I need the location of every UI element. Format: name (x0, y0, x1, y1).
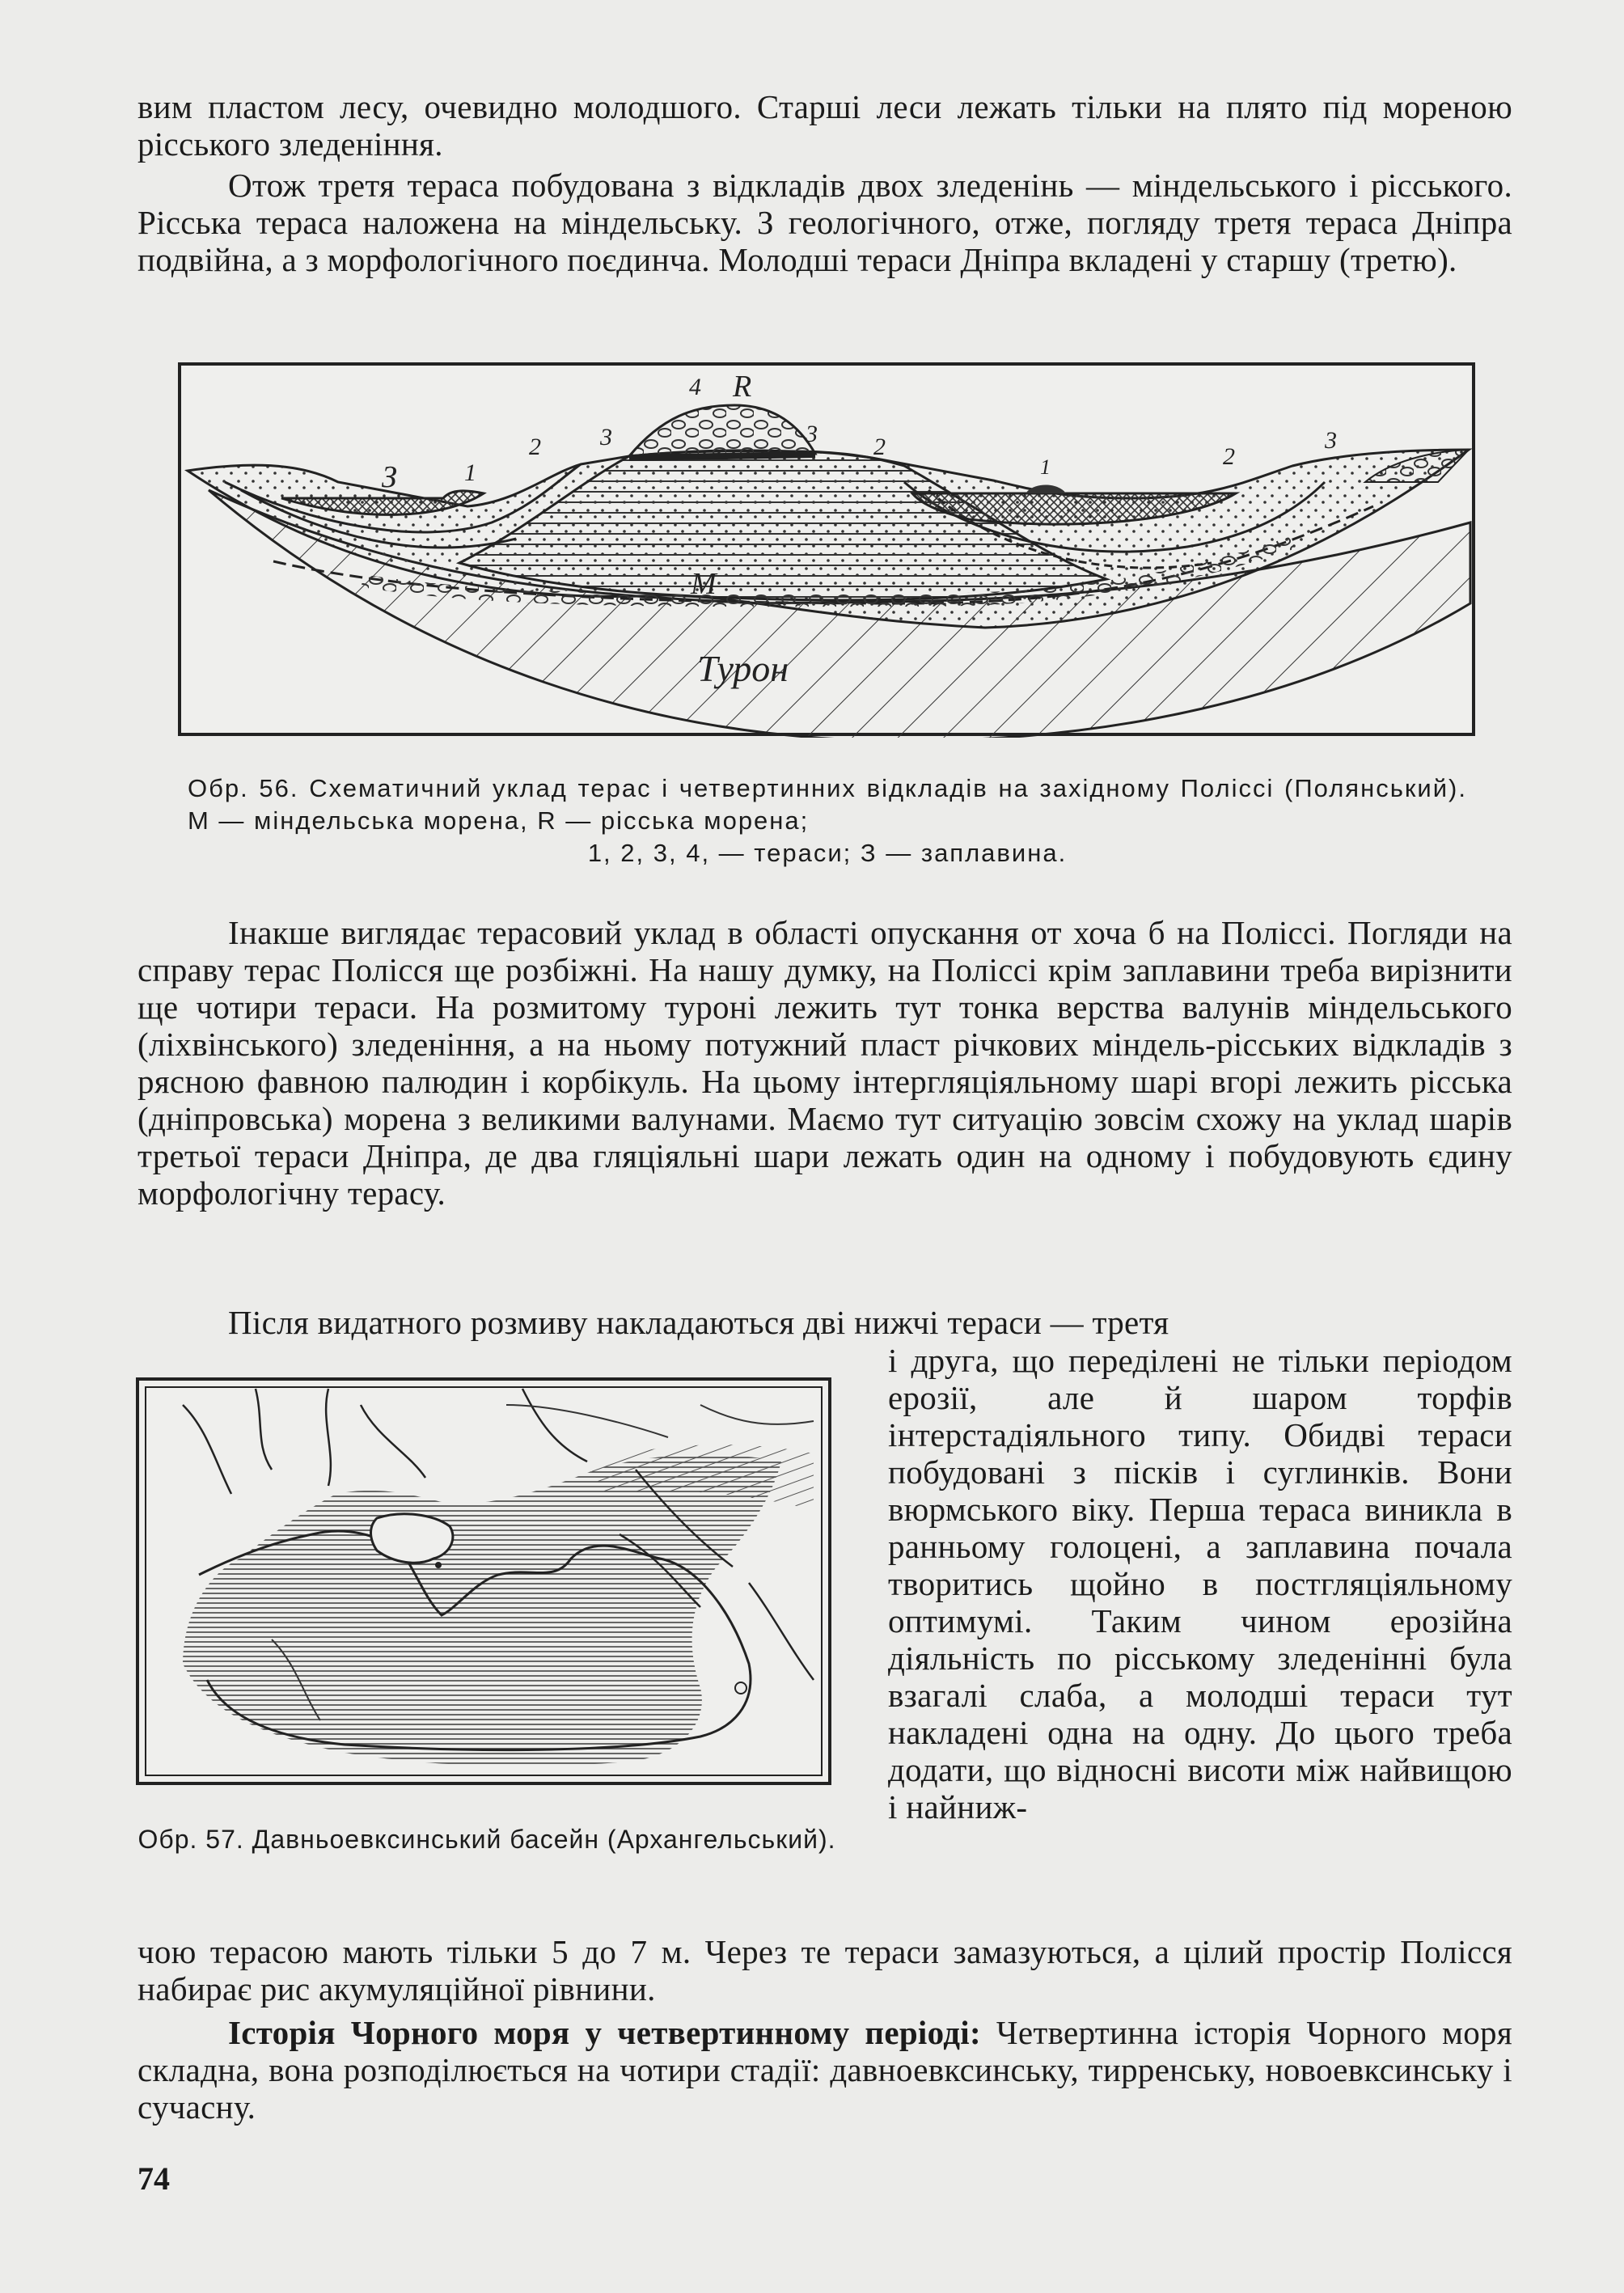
crimea-peninsula (371, 1514, 453, 1563)
label-Z: З (382, 460, 397, 494)
paragraph-1: вим пластом лесу, очевидно молодшого. Старші леси лежать тільки на плято під мореною рісського зледеніння. (137, 88, 1512, 163)
paragraph-2: Отож третя тераса побудована з відкладів двох зледенінь — міндельського і рісського. Рісська тераса наложена на міндельську. З геологічного, отже, погляду третя тераса Дніпра подвійна, а з морфологічного поєдинча. Молодші тераси Дніпра вкладені у старшу (третю). (137, 167, 1512, 278)
figure-57-caption: Обр. 57. Давньоевксинський басейн (Архангельський). (137, 1825, 836, 1854)
label-R: R (733, 370, 752, 404)
paragraph-3: Інакше виглядає терасовий уклад в області опускання от хоча б на Поліссі. Погляди на справу терас Полісся ще розбіжні. На нашу думку, на Поліссі крім заплавини треба вирізнити ще чотири тераси. На розмитому туроні лежить тут тонка верства валунів міндельського (ліхвінського) зледеніння, а на ньому потужний пласт річкових міндель-рісських відкладів з рясною фавною палюдин і корбікуль. На цьому інтергляціяльному шарі вгорі лежить рісська (дніпровська) морена з великими валунами. Маємо тут ситуацію зовсім схожу на уклад шарів третьої тераси Дніпра, де два гляціяльні шари лежать один на одному і побудовують єдину морфологічну терасу. (137, 914, 1512, 1212)
paragraph-4-lead: Після видатного розмиву накладаються дві нижчі тераси — третя (228, 1304, 1169, 1341)
figure-56-caption (188, 772, 1467, 869)
figure-57-map (134, 1373, 833, 1790)
label-2-mid: 2 (873, 434, 886, 460)
label-1-mid: 1 (1040, 455, 1051, 479)
paragraph-4-wrap: і друга, що переділені не тільки періодом ерозії, але й шаром торфів інтерстадіяльного типу. Обидві тераси побудовані з пісків і суглинків. Вони вюрмського віку. Перша тераса виникла в ранньому голоцені, а заплавина почала творитись щойно в постгляціяльному оптимумі. Таким чином ерозійна діяльність по рісському зледенінні була взагалі слаба, а молодші тераси тут накладені одна на одну. До цього треба додати, що відносні висоти між найвищою і найниж- (888, 1342, 1512, 1826)
label-3-left: 3 (600, 424, 612, 451)
black-sea-history-text: Четвертинна історія Чорного моря складна, вона розподілюється на чотири стадії: давноевксинську, тирренську, новоевксинську і сучасну. (137, 2014, 1513, 2126)
label-3-right: 3 (1325, 427, 1337, 454)
label-1-left: 1 (464, 459, 476, 486)
label-4: 4 (689, 374, 701, 400)
page-number: 74 (137, 2160, 170, 2197)
figure-56-terrace-section (176, 361, 1477, 738)
label-2-right: 2 (1223, 443, 1235, 470)
terrace-section-drawing (176, 361, 1477, 738)
label-2-left: 2 (529, 434, 541, 460)
figure-56-caption-main: Обр. 56. Схематичний уклад терас і четвертинних відкладів на західному Поліссі (Полянський). М — міндельська морена, R — рісська морена; (188, 774, 1467, 835)
figure-56-caption-last: 1, 2, 3, 4, — тераси; З — заплавина. (587, 839, 1068, 867)
paragraph-5 (137, 2014, 1512, 2126)
paragraph-4-tail: чою терасою мають тільки 5 до 7 м. Через те тераси замазуються, а цілий простір Полісся набирає рис акумуляційної рівнини. (137, 1933, 1512, 2007)
black-sea-map (134, 1373, 833, 1790)
label-3-mid: 3 (806, 421, 818, 447)
label-M: M (691, 567, 717, 601)
black-sea-history-heading: Історія Чорного моря у четвертинному періоді: (228, 2014, 981, 2051)
label-turon: Турон (697, 648, 789, 689)
